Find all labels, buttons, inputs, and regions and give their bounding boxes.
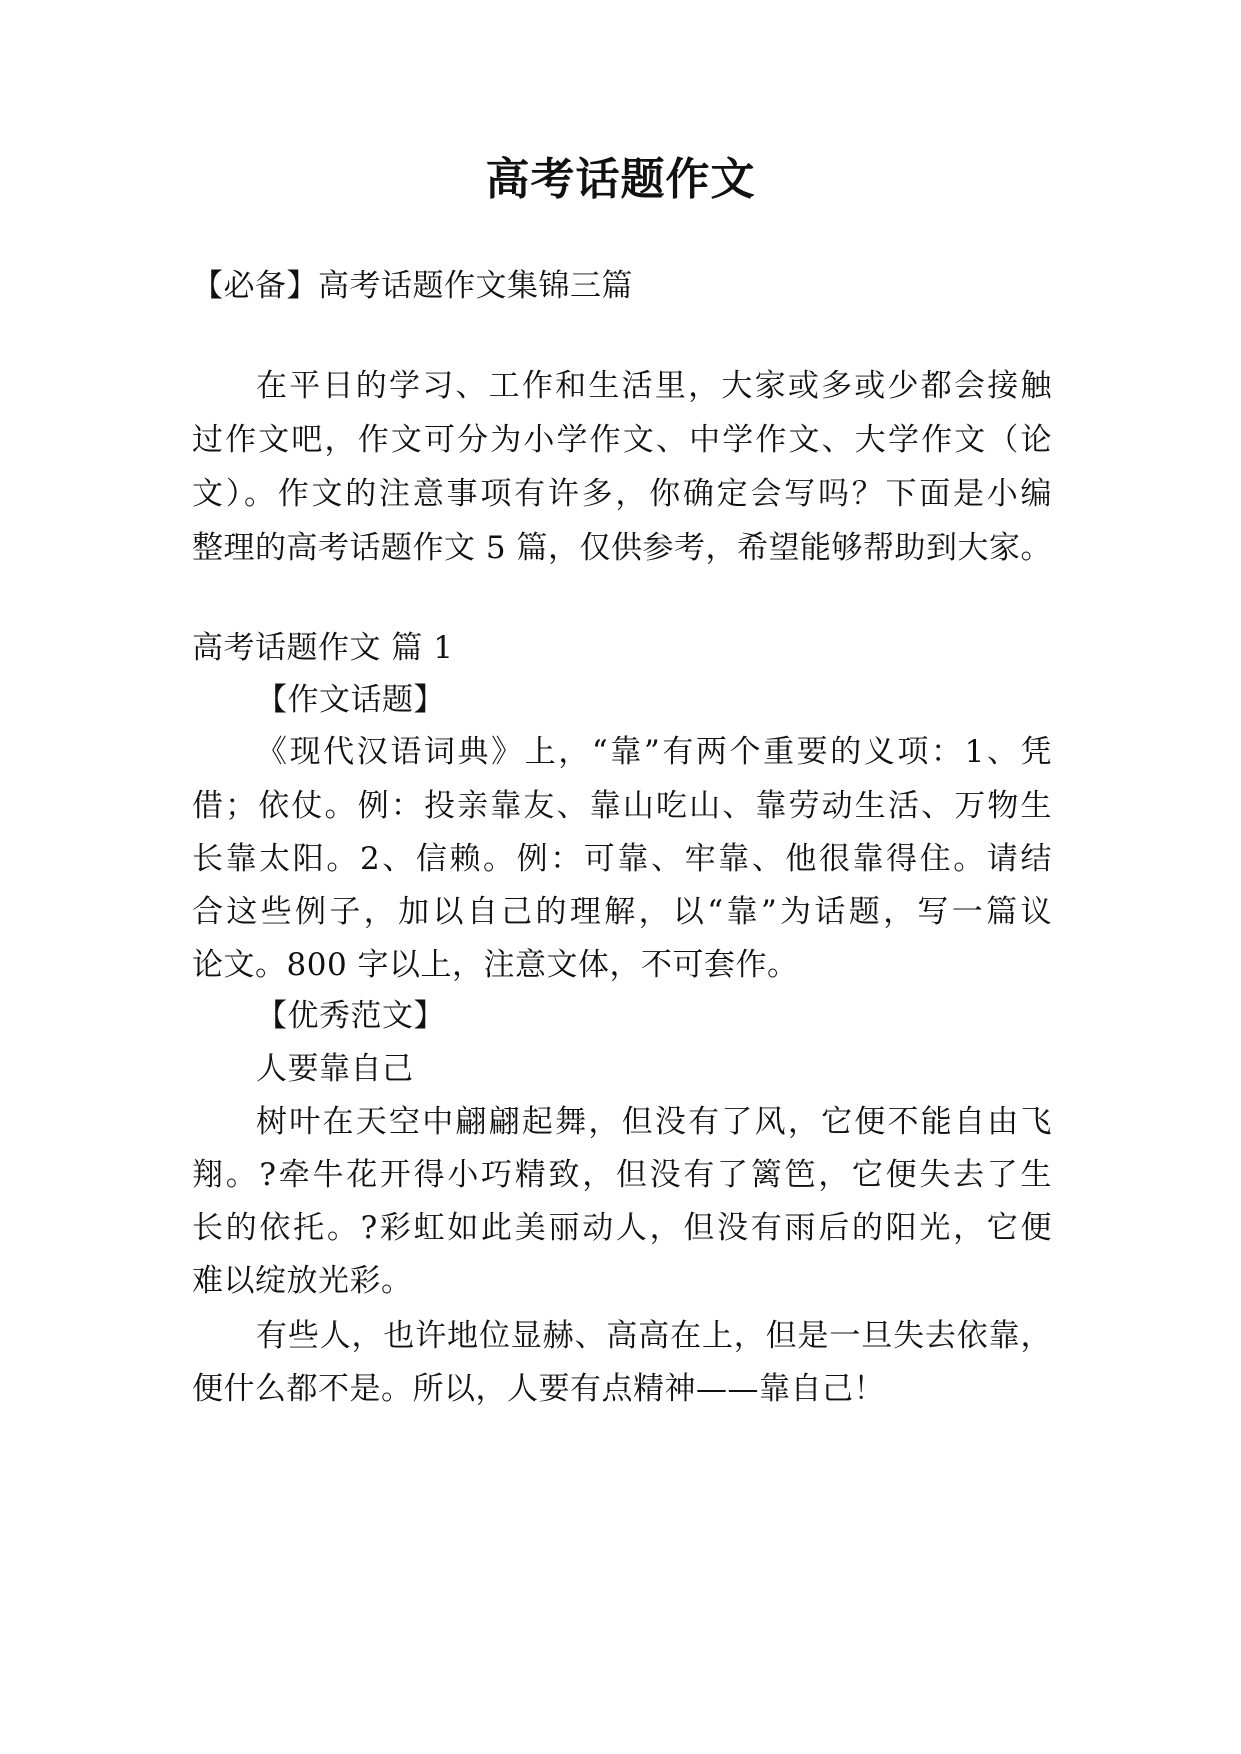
topic-line-2: 借；依仗。例：投亲靠友、靠山吃山、靠劳动生活、万物生 [192,788,1052,824]
essay-p2-line-1: 有些人，也许地位显赫、高高在上，但是一旦失去依靠， [256,1318,1052,1354]
essay-p1-line-2: 翔。?牵牛花开得小巧精致，但没有了篱笆，它便失去了生 [192,1157,1052,1193]
intro-line-2: 过作文吧，作文可分为小学作文、中学作文、大学作文（论 [192,422,1052,458]
essay-p2-line-2: 便什么都不是。所以，人要有点精神——靠自己！ [192,1371,885,1407]
essay-p1-line-4: 难以绽放光彩。 [192,1263,413,1299]
essay-p1-line-3: 长的依托。?彩虹如此美丽动人，但没有雨后的阳光，它便 [192,1210,1052,1246]
topic-line-1: 《现代汉语词典》上，“靠”有两个重要的义项：1、凭 [256,734,1052,770]
document-subtitle: 【必备】高考话题作文集锦三篇 [192,268,633,304]
intro-line-4: 整理的高考话题作文 5 篇，仅供参考，希望能够帮助到大家。 [192,530,1052,566]
topic-line-5: 论文。800 字以上，注意文体，不可套作。 [192,947,799,983]
essay-p1-line-1: 树叶在天空中翩翩起舞，但没有了风，它便不能自由飞 [256,1104,1052,1140]
document-title: 高考话题作文 [485,154,756,205]
intro-line-3: 文）。作文的注意事项有许多，你确定会写吗？下面是小编 [192,476,1052,512]
topic-line-4: 合这些例子，加以自己的理解，以“靠”为话题，写一篇议 [192,894,1052,930]
topic-line-3: 长靠太阳。2、信赖。例：可靠、牢靠、他很靠得住。请结 [192,841,1052,877]
essay-label: 【优秀范文】 [256,998,445,1034]
essay-title: 人要靠自己 [256,1051,414,1087]
section-heading: 高考话题作文 篇 1 [192,630,454,666]
intro-line-1: 在平日的学习、工作和生活里，大家或多或少都会接触 [256,368,1052,404]
topic-label: 【作文话题】 [256,682,445,718]
